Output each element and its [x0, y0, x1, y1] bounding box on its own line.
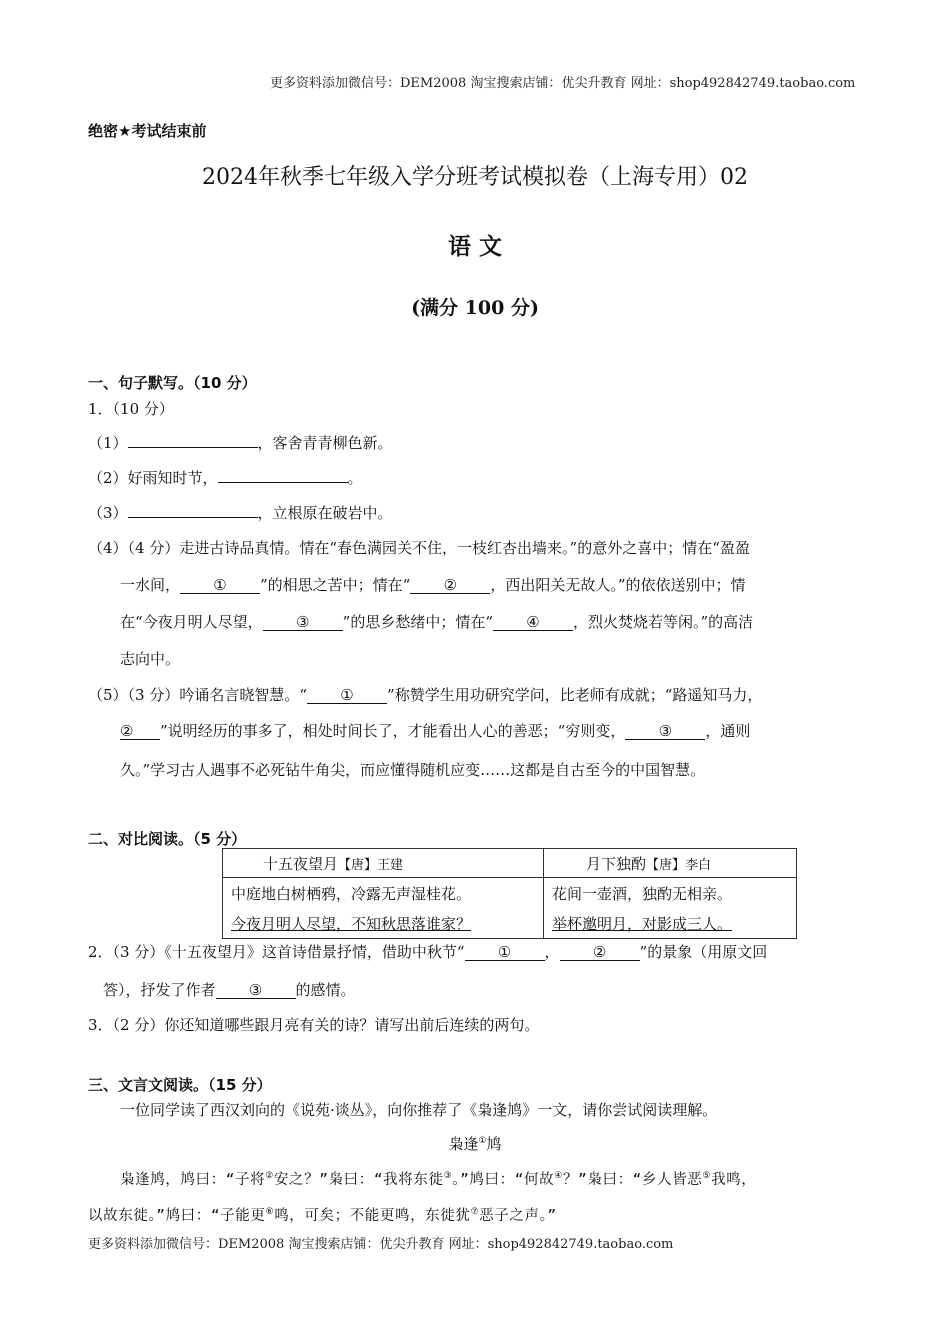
secret-label: 绝密★考试结束前 [88, 122, 207, 140]
poem-comparison-table [222, 848, 797, 939]
sentence-1: （1） ，客舍青青柳色新。 [88, 434, 393, 452]
document-title: 2024年秋季七年级入学分班考试模拟卷（上海专用）02 [202, 165, 748, 190]
poem2-header [544, 849, 797, 878]
section3-heading: 三、文言文阅读。（15 分） [88, 1076, 272, 1094]
section1-heading: 一、句子默写。（10 分） [88, 374, 257, 392]
page-header: 更多资料添加微信号：DEM2008 淘宝搜索店铺：优尖升教育 网址：shop492842749.taobao.com [270, 76, 856, 91]
answer-blank[interactable]: ① [465, 944, 545, 961]
page-footer: 更多资料添加微信号：DEM2008 淘宝搜索店铺：优尖升教育 网址：shop492842749.taobao.com [88, 1237, 674, 1252]
section2-heading: 二、对比阅读。（5 分） [88, 830, 247, 848]
answer-blank[interactable] [218, 482, 348, 483]
answer-blank[interactable]: ② [120, 723, 160, 740]
answer-blank[interactable] [128, 447, 258, 448]
poem2-title: 月下独酌 [586, 854, 647, 873]
sentence-3: （3） ，立根原在破岩中。 [88, 504, 393, 522]
answer-blank[interactable]: ③ [625, 723, 705, 740]
poem1-line2: 今夜月明人尽望，不知秋思落谁家？ [231, 914, 472, 933]
sentence-2: （2）好雨知时节， 。 [88, 469, 363, 487]
sentence-5-line3: 久。”学习古人遇事不必死钻牛角尖，而应懂得随机应变……这都是自古至今的中国智慧。 [120, 761, 706, 779]
passage-line1: 枭逢鸠，鸠曰：“子将②安之？”枭曰：“我将东徙③。”鸠曰：“何故④？”枭曰：“乡人皆恶⑤我鸣， [120, 1171, 757, 1188]
answer-blank[interactable]: ① [307, 687, 387, 704]
answer-blank[interactable]: ④ [493, 614, 573, 631]
question-1: 1．（10 分） [88, 400, 174, 418]
subject-title: 语 文 [447, 234, 502, 260]
answer-blank[interactable]: ③ [216, 982, 296, 999]
passage-title: 枭逢①鸠 [448, 1135, 502, 1153]
answer-blank[interactable] [128, 517, 258, 518]
poem2-line1: 花间一壶酒，独酌无相亲。 [544, 878, 797, 909]
poem1-dynasty: 【唐】 [338, 857, 378, 873]
poem1-author: 王建 [377, 857, 404, 873]
question-2-line1: 2．（3 分）《十五夜望月》这首诗借景抒情，借助中秋节“ ① ， ② ”的景象（用原文回 [88, 943, 768, 961]
section3-intro: 一位同学读了西汉刘向的《说苑·谈丛》，向你推荐了《枭逢鸠》一文，请你尝试阅读理解。 [120, 1101, 718, 1119]
full-score: (满分 100 分) [411, 297, 539, 319]
answer-blank[interactable]: ③ [263, 614, 343, 631]
question-2-line2: 答），抒发了作者 ③ 的感情。 [103, 981, 356, 999]
poem2-dynasty: 【唐】 [646, 857, 686, 873]
answer-blank[interactable]: ② [410, 577, 490, 594]
answer-blank[interactable]: ② [560, 944, 640, 961]
sentence-4-line3: 在“今夜月明人尽望， ③ ”的思乡愁绪中；情在“ ④ ，烈火焚烧若等闲。”的高洁 [120, 613, 754, 631]
poem2-author: 李白 [685, 857, 712, 873]
sentence-4-line4: 志向中。 [120, 650, 181, 668]
poem1-line1: 中庭地白树栖鸦，冷露无声湿桂花。 [223, 878, 544, 909]
poem1-header [223, 849, 544, 878]
poem2-line2: 举杯邀明月，对影成三人。 [552, 914, 733, 933]
sentence-4-line2: 一水间， ① ”的相思之苦中；情在“ ② ，西出阳关无故人。”的依依送别中；情 [120, 576, 746, 594]
question-3: 3．（2 分）你还知道哪些跟月亮有关的诗？请写出前后连续的两句。 [88, 1016, 540, 1034]
poem1-title: 十五夜望月 [263, 854, 339, 873]
sentence-5-line2: ② ”说明经历的事多了，相处时间长了，才能看出人心的善恶；“穷则变， ③ ，通则 [120, 722, 751, 740]
sentence-5-line1: （5）（3 分）吟诵名言晓智慧。“ ① ”称赞学生用功研究学问，比老师有成就；“路遥知马力， [88, 686, 763, 704]
answer-blank[interactable]: ① [180, 577, 260, 594]
passage-line2: 以故东徙。”鸠曰：“子能更⑥鸣，可矣；不能更鸣，东徙犹⑦恶子之声。” [88, 1207, 557, 1224]
sentence-4-line1: （4）（4 分）走进古诗品真情。情在“春色满园关不住，一枝红杏出墙来。”的意外之喜中；情在“盈盈 [88, 539, 750, 557]
